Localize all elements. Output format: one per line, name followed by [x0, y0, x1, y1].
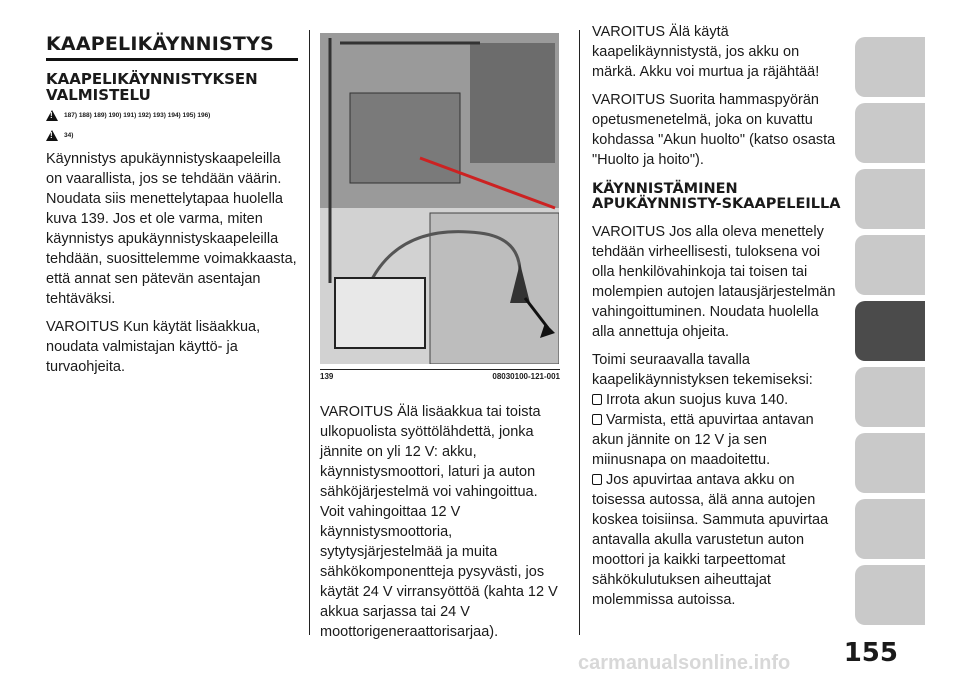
- paragraph: VAROITUS Jos alla oleva menettely tehdään virheellisesti, tuloksena voi olla henkilövahinkoja tai toisen tai molempien autojen latausjärjestelmän vahingoittuminen. Noudata huolella alla annettuja ohjeita.: [592, 224, 836, 340]
- page-number: 155: [843, 638, 898, 668]
- paragraph: VAROITUS Älä lisäakkua tai toista ulkopuolista syöttölähdettä, jonka jännite on yli 12 V: akku, käynnistysmoottori, laturi ja auton sähköjärjestelmä voi vahingoittua. Voit vahingoittaa 12 V käynnistysmoottoria, sytytysjärjestelmää ja muita sähkökomponentteja pysyvästi, jos käytät 24 V virransyöttöä (kahta 12 V akkua sarjassa tai 24 V moottorigeneraattorisarjaa).: [320, 404, 558, 640]
- heading-rule: [46, 58, 298, 61]
- breakdown-triangle-icon[interactable]: [855, 301, 925, 361]
- paragraph: Käynnistys apukäynnistyskaapeleilla on vaarallista, jos se tehdään väärin. Noudata siis menettelytapaa huolella kuva 139. Jos et ole varma, miten käynnistys apukäynnistyskaapeleilla tehdään, suosittelemme voimakkaasta, että annat sen pätevän asentajan tehtäväksi.: [46, 151, 297, 307]
- subsection-heading: KÄYNNISTÄMINEN APUKÄYNNISTY-SKAAPELEILLA: [592, 181, 841, 212]
- subsection-heading: KAAPELIKÄYNNISTYKSEN VALMISTELU: [46, 70, 258, 104]
- checkbox-bullet-icon: [592, 414, 602, 425]
- index-letters-icon[interactable]: [855, 565, 925, 625]
- technical-data-icon[interactable]: [855, 433, 925, 493]
- warning-refs-1: [46, 107, 298, 123]
- warning-lights-icon[interactable]: [855, 103, 925, 163]
- warning-triangle-icon: [46, 110, 58, 121]
- figure-number: 139: [320, 372, 334, 381]
- column-middle: [320, 402, 560, 650]
- warning-refs-text: 187) 188) 189) 190) 191) 192) 193) 194) 195) 196): [64, 111, 211, 119]
- watermark: carmanualsonline.info: [578, 652, 791, 674]
- column-divider: [309, 30, 310, 635]
- paragraph: VAROITUS Kun käytät lisäakkua, noudata valmistajan käyttö- ja turvaohjeita.: [46, 319, 261, 375]
- column-divider: [579, 30, 580, 635]
- chapter-sidebar: [855, 37, 925, 631]
- checkbox-bullet-icon: [592, 474, 602, 485]
- airbag-icon[interactable]: [855, 169, 925, 229]
- maintenance-icon[interactable]: [855, 367, 925, 427]
- list-item: Jos apuvirtaa antava akku on toisessa autossa, älä anna autojen koskea toisiinsa. Sammuta apuvirtaa antavalla akulla varustetun auton moottori ja kaikki tarpeettomat sähkökulutuksen aiheuttajat molemmissa autoissa.: [592, 472, 829, 608]
- multimedia-icon[interactable]: [855, 499, 925, 559]
- steering-wheel-icon[interactable]: [855, 235, 925, 295]
- car-dashboard-icon[interactable]: [855, 37, 925, 97]
- warning-refs-2: [46, 127, 298, 143]
- checkbox-bullet-icon: [592, 394, 602, 405]
- figure-139-jump-start-illustration: [320, 33, 559, 364]
- warning-triangle-icon: [46, 130, 58, 141]
- jump-start-svg: [320, 33, 559, 364]
- column-left: [46, 0, 298, 385]
- paragraph: VAROITUS Älä käytä kaapelikäynnistystä, jos akku on märkä. Akku voi murtua ja räjähtää!: [592, 24, 820, 80]
- paragraph: VAROITUS Suorita hammaspyörän opetusmenetelmä, joka on kuvattu kohdassa "Akun huolto" (katso osasta "Huolto ja hoito").: [592, 92, 836, 168]
- warning-refs-text: 34): [64, 131, 74, 139]
- list-item: Varmista, että apuvirtaa antavan akun jännite on 12 V ja sen miinusnapa on maadoitettu.: [592, 412, 814, 468]
- paragraph: Toimi seuraavalla tavalla kaapelikäynnistyksen tekemiseksi:: [592, 352, 813, 388]
- figure-code: 08030100-121-001: [492, 372, 560, 381]
- figure-caption: [320, 369, 560, 381]
- section-heading: KAAPELIKÄYNNISTYS: [46, 33, 274, 55]
- column-right: [592, 22, 844, 610]
- list-item: Irrota akun suojus kuva 140.: [592, 390, 844, 410]
